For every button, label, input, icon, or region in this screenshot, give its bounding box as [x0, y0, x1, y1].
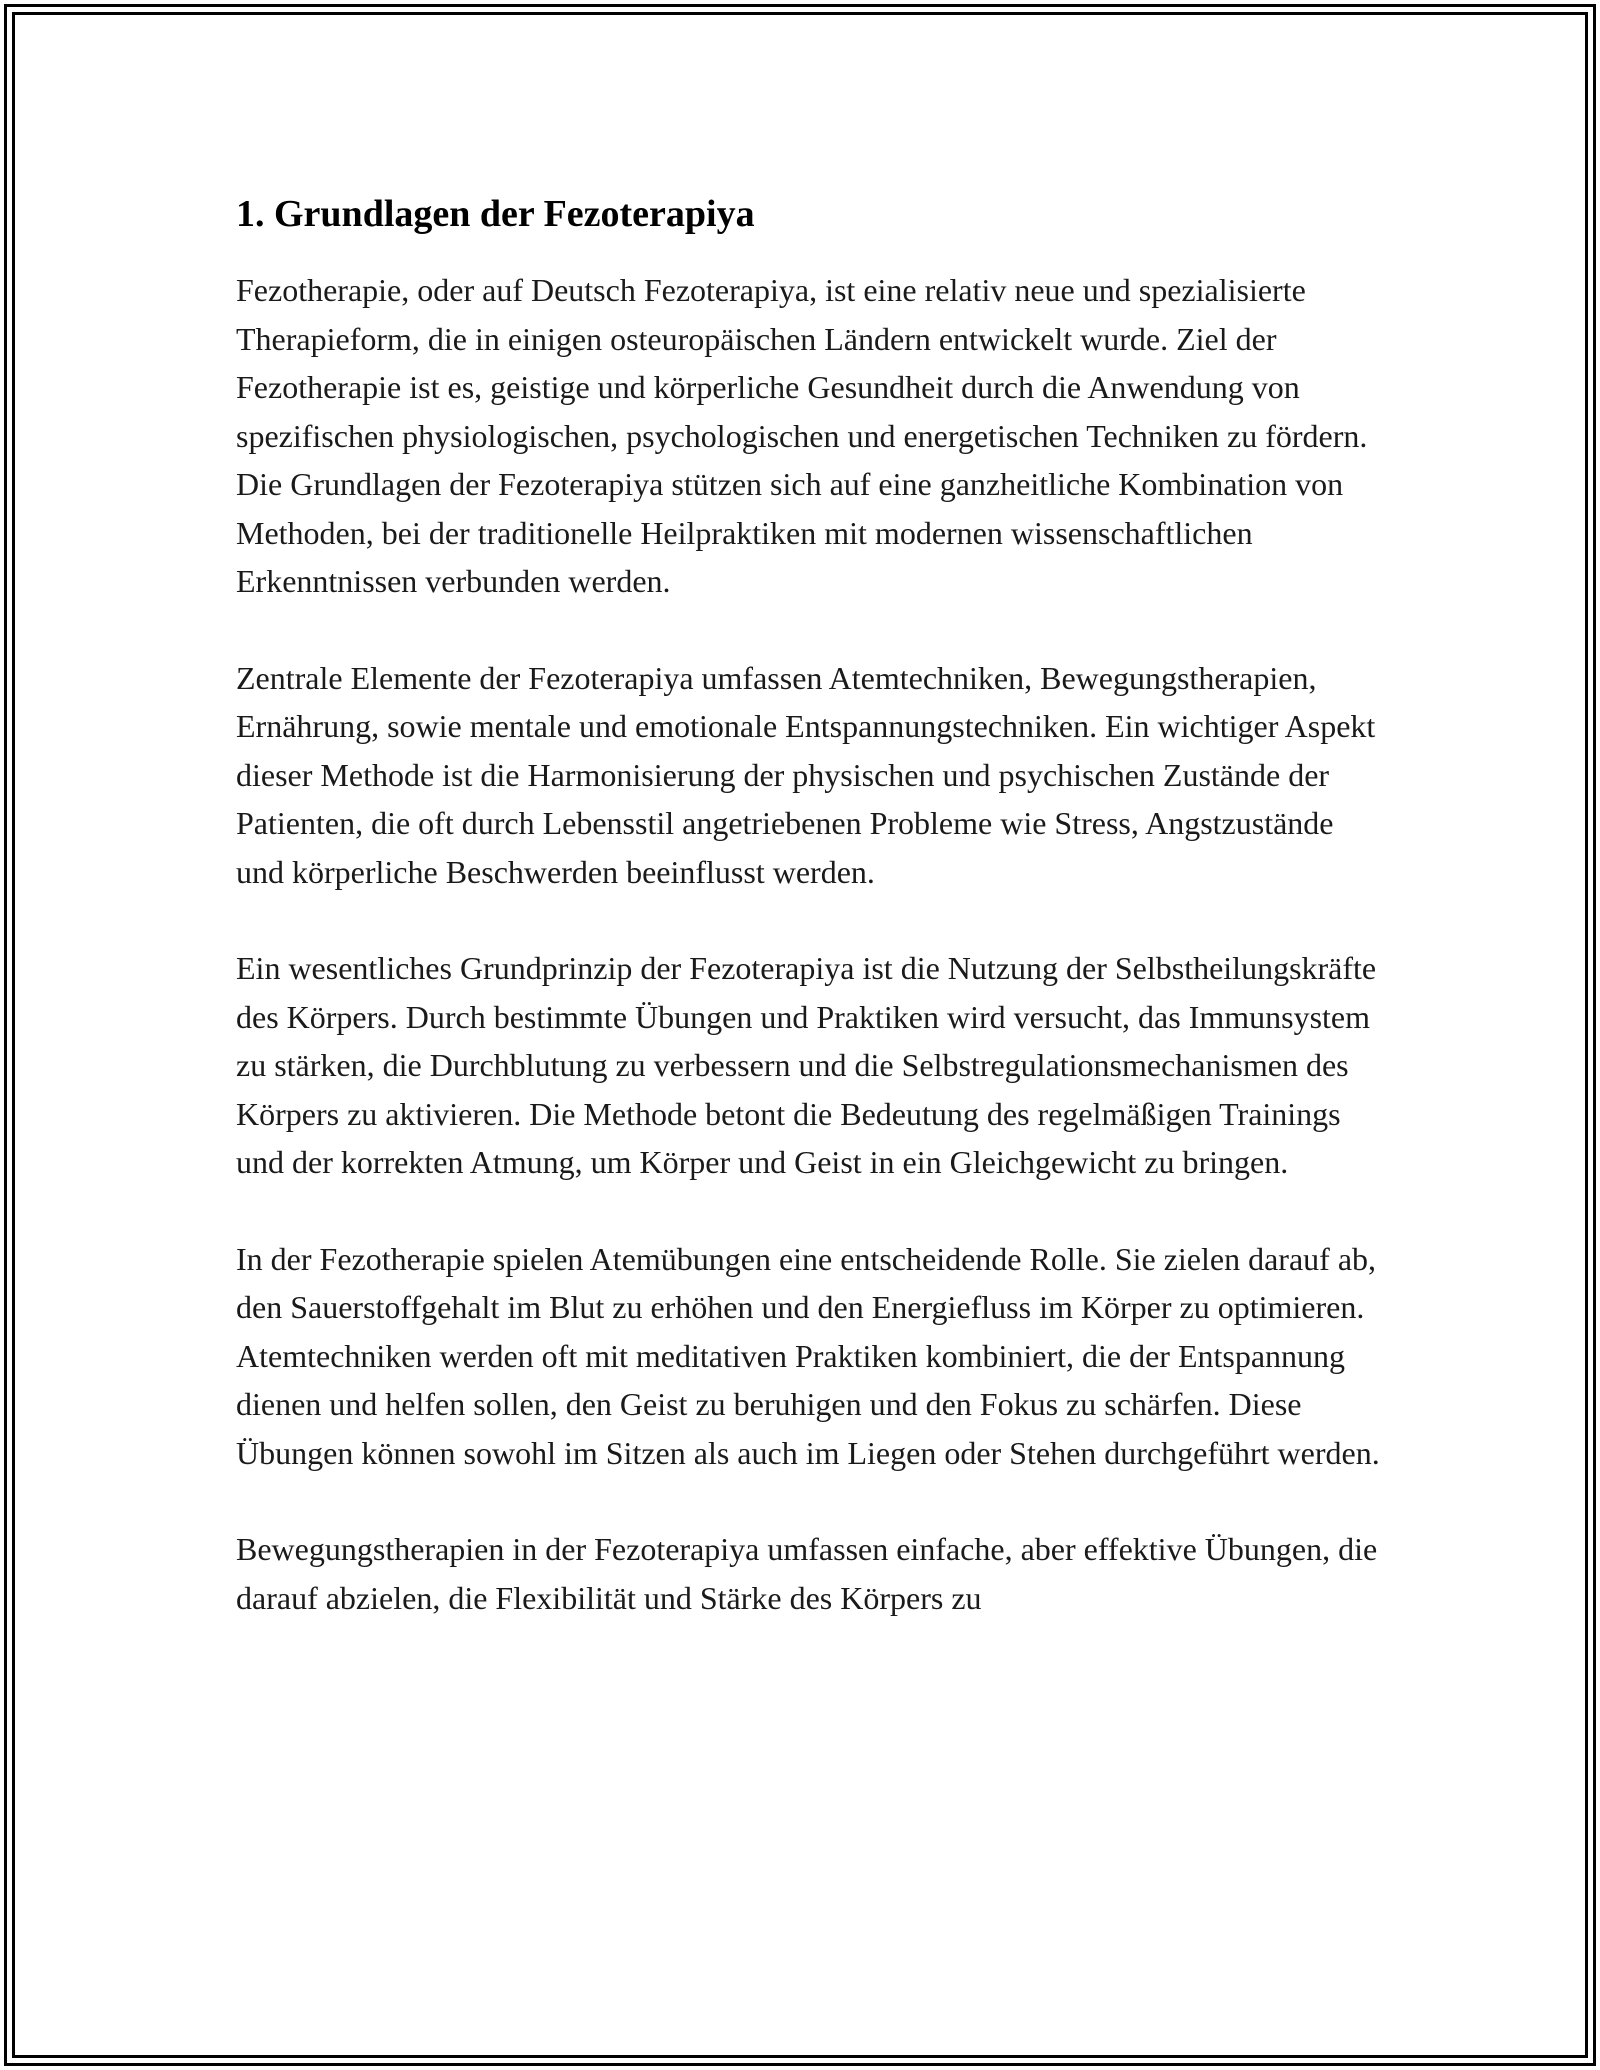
section-heading: 1. Grundlagen der Fezoterapiya [236, 193, 755, 235]
paragraph-4: In der Fezotherapie spielen Atemübungen eine entscheidende Rolle. Sie zielen darauf ab, den Sauerstoffgehalt im Blut zu erhöhen und den Energiefluss im Körper zu optimieren. Atemtechniken werden oft mit meditativen Praktiken kombiniert, die der Entspannung dienen und helfen sollen, den Geist zu beruhigen und den Fokus zu schärfen. Diese Übungen können sowohl im Sitzen als auch im Liegen oder Stehen durchgeführt werden. [236, 1240, 1380, 1471]
paragraph-3: Ein wesentliches Grundprinzip der Fezoterapiya ist die Nutzung der Selbstheilungskräfte des Körpers. Durch bestimmte Übungen und Praktiken wird versucht, das Immunsystem zu stärken, die Durchblutung zu verbessern und die Selbstregulationsmechanismen des Körpers zu aktivieren. Die Methode betont die Bedeutung des regelmäßigen Trainings und der korrekten Atmung, um Körper und Geist in ein Gleichgewicht zu bringen. [236, 950, 1377, 1180]
document-body [236, 186, 1386, 1670]
paragraph-2: Zentrale Elemente der Fezoterapiya umfassen Atemtechniken, Bewegungstherapien, Ernährung, sowie mentale und emotionale Entspannungstechniken. Ein wichtiger Aspekt dieser Methode ist die Harmonisierung der physischen und psychischen Zustände der Patienten, die oft durch Lebensstil angetriebenen Probleme wie Stress, Angstzustände und körperliche Beschwerden beeinflusst werden. [236, 659, 1376, 890]
paragraph-5: Bewegungstherapien in der Fezoterapiya umfassen einfache, aber effektive Übungen, die darauf abzielen, die Flexibilität und Stärke des Körpers zu [236, 1531, 1378, 1616]
paragraph-1: Fezotherapie, oder auf Deutsch Fezoterapiya, ist eine relativ neue und spezialisierte Therapieform, die in einigen osteuropäischen Ländern entwickelt wurde. Ziel der Fezotherapie ist es, geistige und körperliche Gesundheit durch die Anwendung von spezifischen physiologischen, psychologischen und energetischen Techniken zu fördern. Die Grundlagen der Fezoterapiya stützen sich auf eine ganzheitliche Kombination von Methoden, bei der traditionelle Heilpraktiken mit modernen wissenschaftlichen Erkenntnissen verbunden werden. [236, 272, 1368, 599]
